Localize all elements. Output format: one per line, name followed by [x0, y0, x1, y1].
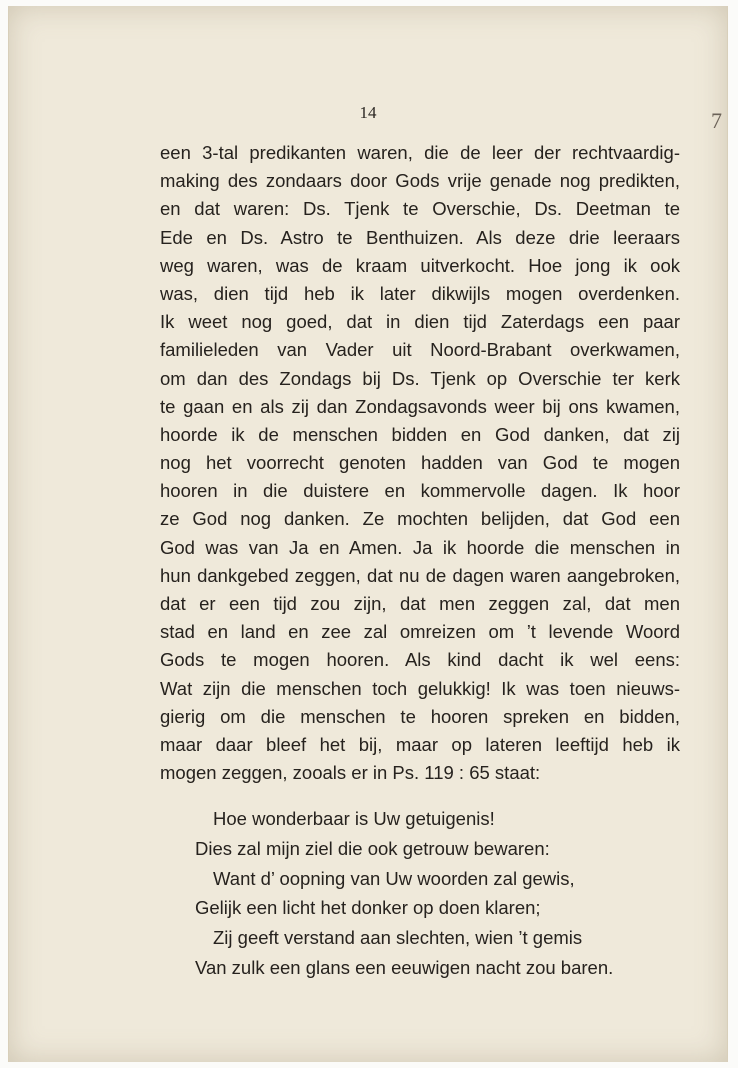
book-page	[8, 6, 728, 1062]
text-line: dat er een tijd zou zijn, dat men zeggen zal, dat men	[160, 593, 680, 614]
text-line: Ik weet nog goed, dat in dien tijd Zaterdags een paar	[160, 311, 680, 333]
text-line: nog het voorrecht genoten hadden van God te mogen	[160, 452, 680, 474]
text-line: een 3-tal predikanten waren, die de leer der rechtvaardig-	[160, 142, 680, 163]
text-line: making des zondaars door Gods vrije genade nog predikten,	[160, 170, 680, 192]
verse-line: Van zulk een glans een eeuwigen nacht zou baren.	[195, 956, 614, 978]
body-text	[160, 139, 680, 787]
verse-line: Want d’ oopning van Uw woorden zal gewis,	[213, 867, 575, 889]
text-line: ze God nog danken. Ze mochten belijden, dat God een	[160, 508, 680, 530]
text-line: mogen zeggen, zooals er in Ps. 119 : 65 staat:	[160, 762, 541, 784]
text-line: God was van Ja en Amen. Ja ik hoorde die menschen in	[160, 536, 680, 558]
margin-mark: 7	[711, 108, 722, 133]
page-number: 14	[359, 103, 377, 122]
verse-line: Hoe wonderbaar is Uw getuigenis!	[213, 808, 495, 829]
text-line: was, dien tijd heb ik later dikwijls mogen overdenken.	[160, 282, 680, 304]
text-line: stad en land en zee zal omreizen om ’t levende Woord	[160, 621, 680, 643]
text-line: Gods te mogen hooren. Als kind dacht ik wel eens:	[160, 649, 680, 671]
text-line: maar daar bleef het bij, maar op lateren leeftijd heb ik	[160, 733, 680, 755]
text-line: en dat waren: Ds. Tjenk te Overschie, Ds. Deetman te	[160, 198, 680, 220]
psalm-verse	[195, 804, 613, 983]
text-line: Wat zijn die menschen toch gelukkig! Ik was toen nieuws-	[160, 677, 680, 699]
verse-line: Dies zal mijn ziel die ook getrouw bewaren:	[195, 837, 550, 859]
text-line: om dan des Zondags bij Ds. Tjenk op Overschie ter kerk	[160, 367, 680, 389]
text-line: familieleden van Vader uit Noord-Brabant overkwamen,	[160, 339, 680, 361]
verse-line: Zij geeft verstand aan slechten, wien ’t gemis	[213, 927, 583, 949]
text-line: te gaan en als zij dan Zondagsavonds weer bij ons kwamen,	[160, 395, 680, 417]
text-line: gierig om die menschen te hooren spreken en bidden,	[160, 705, 680, 727]
verse-line: Gelijk een licht het donker op doen klaren;	[195, 897, 541, 919]
text-line: Ede en Ds. Astro te Benthuizen. Als deze drie leeraars	[160, 226, 680, 248]
text-line: weg waren, was de kraam uitverkocht. Hoe jong ik ook	[160, 254, 680, 276]
text-line: hun dankgebed zeggen, dat nu de dagen waren aangebroken,	[160, 564, 680, 586]
text-line: hooren in die duistere en kommervolle dagen. Ik hoor	[160, 480, 680, 502]
text-line: hoorde ik de menschen bidden en God danken, dat zij	[160, 423, 680, 445]
